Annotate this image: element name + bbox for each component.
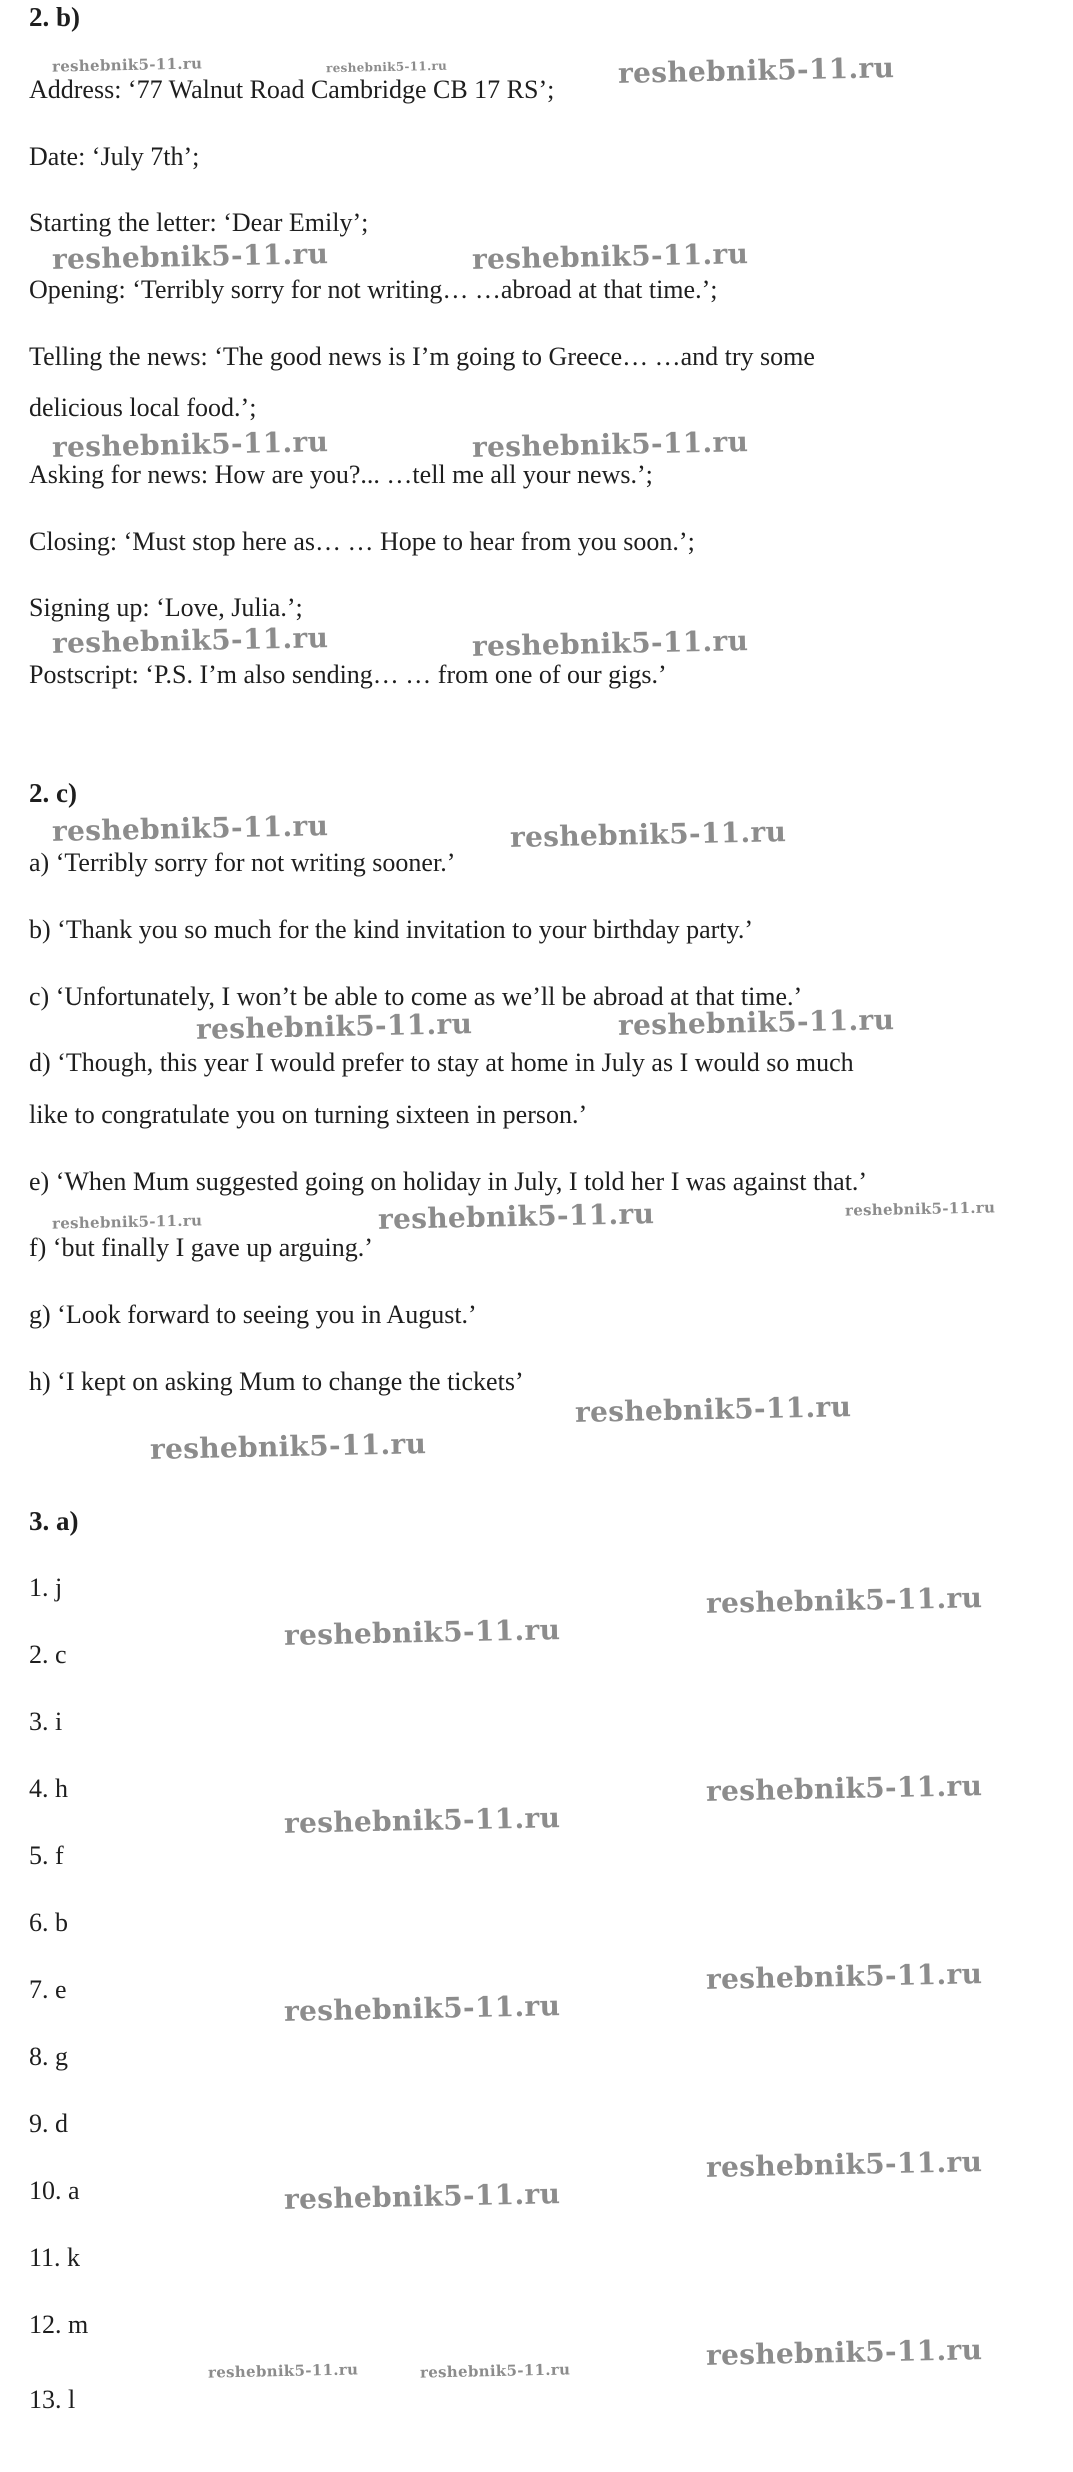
watermark: reshebnik5-11.ru <box>51 809 329 848</box>
text-line: like to congratulate you on turning sixteen in person.’ <box>29 1100 588 1129</box>
watermark: reshebnik5-11.ru <box>51 1211 203 1233</box>
watermark: reshebnik5-11.ru <box>617 1003 895 1042</box>
watermark: reshebnik5-11.ru <box>207 2360 359 2382</box>
watermark: reshebnik5-11.ru <box>195 1007 473 1046</box>
watermark: reshebnik5-11.ru <box>51 237 329 276</box>
section-heading: 2. b) <box>29 2 81 32</box>
answer-item: 13. l <box>29 2385 76 2414</box>
answer-item: 1. j <box>29 1573 63 1602</box>
text-line: Asking for news: How are you?... …tell me all your news.’; <box>29 460 653 489</box>
watermark: reshebnik5-11.ru <box>283 1989 561 2028</box>
text-line: f) ‘but finally I gave up arguing.’ <box>29 1233 373 1262</box>
answer-item: 7. e <box>29 1975 67 2004</box>
text-line: Postscript: ‘P.S. I’m also sending… … from one of our gigs.’ <box>29 660 667 689</box>
answer-item: 5. f <box>29 1841 64 1870</box>
text-line: e) ‘When Mum suggested going on holiday in July, I told her I was against that.’ <box>29 1167 868 1196</box>
section-heading: 3. a) <box>29 1506 79 1536</box>
text-line: Opening: ‘Terribly sorry for not writing… …abroad at that time.’; <box>29 275 718 304</box>
watermark: reshebnik5-11.ru <box>283 1613 561 1652</box>
section-heading: 2. c) <box>29 778 77 808</box>
answer-item: 11. k <box>29 2243 81 2272</box>
answer-item: 3. i <box>29 1707 63 1736</box>
watermark: reshebnik5-11.ru <box>705 1581 983 1620</box>
text-line: b) ‘Thank you so much for the kind invitation to your birthday party.’ <box>29 915 754 944</box>
text-line: Signing up: ‘Love, Julia.’; <box>29 593 303 622</box>
answer-item: 10. a <box>29 2176 80 2205</box>
watermark: reshebnik5-11.ru <box>419 2360 571 2382</box>
text-line: d) ‘Though, this year I would prefer to stay at home in July as I would so much <box>29 1048 854 1077</box>
watermark: reshebnik5-11.ru <box>574 1390 852 1429</box>
answer-item: 12. m <box>29 2310 89 2339</box>
watermark: reshebnik5-11.ru <box>51 54 203 76</box>
text-line: Starting the letter: ‘Dear Emily’; <box>29 208 369 237</box>
watermark: reshebnik5-11.ru <box>377 1197 655 1236</box>
text-line: c) ‘Unfortunately, I won’t be able to come as we’ll be abroad at that time.’ <box>29 982 803 1011</box>
watermark: reshebnik5-11.ru <box>705 1769 983 1808</box>
watermark: reshebnik5-11.ru <box>509 815 787 854</box>
text-line: a) ‘Terribly sorry for not writing sooner.’ <box>29 848 456 877</box>
text-line: Date: ‘July 7th’; <box>29 142 200 171</box>
text-line: Closing: ‘Must stop here as… … Hope to hear from you soon.’; <box>29 527 695 556</box>
watermark: reshebnik5-11.ru <box>705 2145 983 2184</box>
watermark: reshebnik5-11.ru <box>471 624 749 663</box>
answer-item: 9. d <box>29 2109 68 2138</box>
watermark: reshebnik5-11.ru <box>844 1198 996 1220</box>
answer-item: 8. g <box>29 2042 68 2071</box>
text-line: Address: ‘77 Walnut Road Cambridge CB 17 RS’; <box>29 75 555 104</box>
watermark: reshebnik5-11.ru <box>149 1427 427 1466</box>
watermark: reshebnik5-11.ru <box>325 58 448 76</box>
answer-item: 6. b <box>29 1908 68 1937</box>
answer-item: 2. c <box>29 1640 67 1669</box>
watermark: reshebnik5-11.ru <box>283 1801 561 1840</box>
watermark: reshebnik5-11.ru <box>471 425 749 464</box>
watermark: reshebnik5-11.ru <box>705 2333 983 2372</box>
text-line: Telling the news: ‘The good news is I’m going to Greece… …and try some <box>29 342 815 371</box>
text-line: h) ‘I kept on asking Mum to change the tickets’ <box>29 1367 524 1396</box>
watermark: reshebnik5-11.ru <box>283 2177 561 2216</box>
watermark: reshebnik5-11.ru <box>51 425 329 464</box>
watermark: reshebnik5-11.ru <box>705 1957 983 1996</box>
watermark: reshebnik5-11.ru <box>617 51 895 90</box>
text-line: g) ‘Look forward to seeing you in August.’ <box>29 1300 477 1329</box>
watermark: reshebnik5-11.ru <box>471 237 749 276</box>
text-line: delicious local food.’; <box>29 393 257 422</box>
answer-item: 4. h <box>29 1774 68 1803</box>
watermark: reshebnik5-11.ru <box>51 621 329 660</box>
